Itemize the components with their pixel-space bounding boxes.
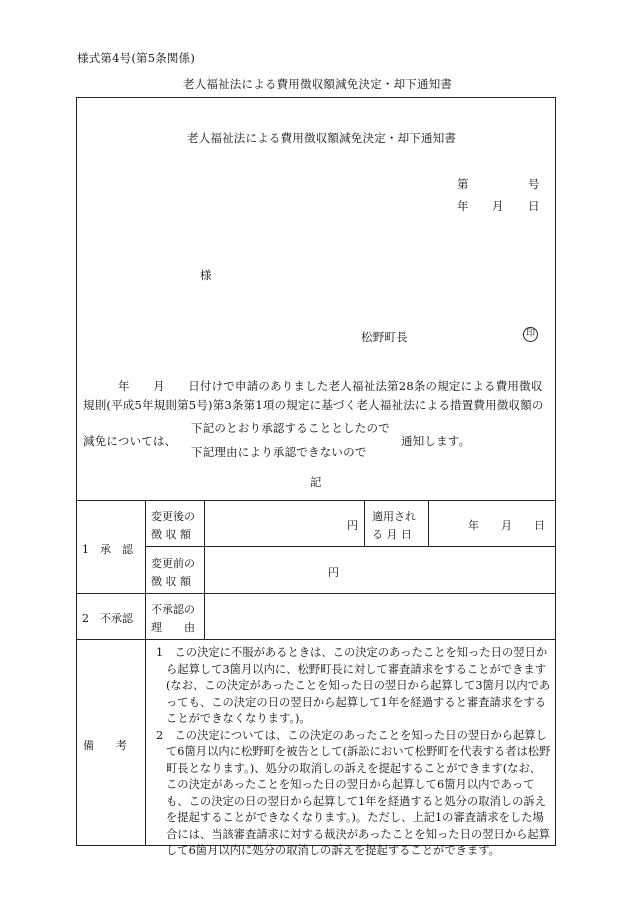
- note-2: 2 この決定については、この決定のあったことを知った日の翌日から起算して6箇月以内に松野町を被告として(訴訟において松野町を代表する者は松野町長となります。)、処分の取消しの訴えを提起することができます(なお、この決定があったことを知った日の翌日から起算して6箇月以内であっても、この決定の日の翌日から起算して1年を経過すると処分の取消しの訴えを提起することができなくなります。)。ただし、上記1の審査請求をした場合には、当該審査請求に対する裁決があったことを知った日の翌日から起算して6箇月以内に処分の取消しの訴えを提起することができます。: [156, 728, 551, 857]
- outer-title: 老人福祉法による費用徴収額減免決定・却下通知書: [183, 77, 453, 91]
- after-unit: 円: [347, 519, 358, 532]
- addressee-suffix: 様: [200, 268, 212, 282]
- table-top-line: [76, 500, 556, 501]
- after-label-2: 徴 収 額: [151, 528, 191, 541]
- remarks-notes: [156, 645, 552, 860]
- inner-title: 老人福祉法による費用徴収額減免決定・却下通知書: [187, 131, 457, 145]
- seal-icon: 印: [523, 327, 538, 342]
- apply-label-2: る 月 日: [372, 528, 412, 541]
- row-divider-reject-remarks: [76, 639, 556, 640]
- before-unit: 円: [328, 566, 339, 579]
- date-year: 年: [457, 199, 469, 213]
- body-option-approve: 下記のとおり承認することとしたので: [191, 421, 390, 435]
- note-1: 1 この決定に不服があるときは、この決定のあったことを知った日の翌日から起算して3箇月以内に、松野町長に対して審査請求をすることができます(なお、この決定があったことを知った日の翌日から起算して3箇月以内であっても、この決定の日の翌日から起算して1年を経過すると審査請求をすることができなくなります。)。: [156, 646, 551, 725]
- col-divider-label: [145, 500, 146, 846]
- issuer: 松野町長: [361, 330, 408, 344]
- remarks-label: 備 考: [83, 739, 127, 752]
- before-label-1: 変更前の: [151, 557, 195, 570]
- apply-date: 年 月 日: [468, 519, 545, 532]
- col-divider-amount: [364, 500, 365, 546]
- approve-label: 1 承 認: [82, 543, 133, 556]
- before-label-2: 徴 収 額: [151, 575, 191, 588]
- date-month: 月: [492, 199, 504, 213]
- doc-number-suffix: 号: [528, 177, 540, 191]
- col-divider-apply-label: [428, 500, 429, 546]
- body-lead: 減免については、: [83, 434, 177, 448]
- date-day: 日: [528, 199, 540, 213]
- body-tail: 通知します。: [401, 434, 471, 448]
- body-line-2: 規則(平成5年規則第5号)第3条第1項の規定に基づく老人福祉法による措置費用徴収額の: [83, 398, 544, 412]
- body-ki: 記: [310, 475, 322, 489]
- body-option-reject: 下記理由により承認できないので: [191, 445, 367, 459]
- form-number: 様式第4号(第5条関係): [77, 51, 196, 65]
- body-line-1: 年 月 日付けで申請のありました老人福祉法第28条の規定による費用徴収: [118, 379, 543, 393]
- apply-label-1: 適用され: [372, 510, 416, 523]
- reason-label-2: 理 由: [151, 621, 195, 634]
- after-label-1: 変更後の: [151, 510, 195, 523]
- reject-label: 2 不承認: [82, 612, 133, 625]
- reason-label-1: 不承認の: [151, 603, 195, 616]
- col-divider-sublabel: [204, 500, 205, 639]
- row-divider-approve-reject: [76, 593, 556, 594]
- row-divider-after-before: [145, 546, 556, 547]
- doc-number-prefix: 第: [457, 177, 469, 191]
